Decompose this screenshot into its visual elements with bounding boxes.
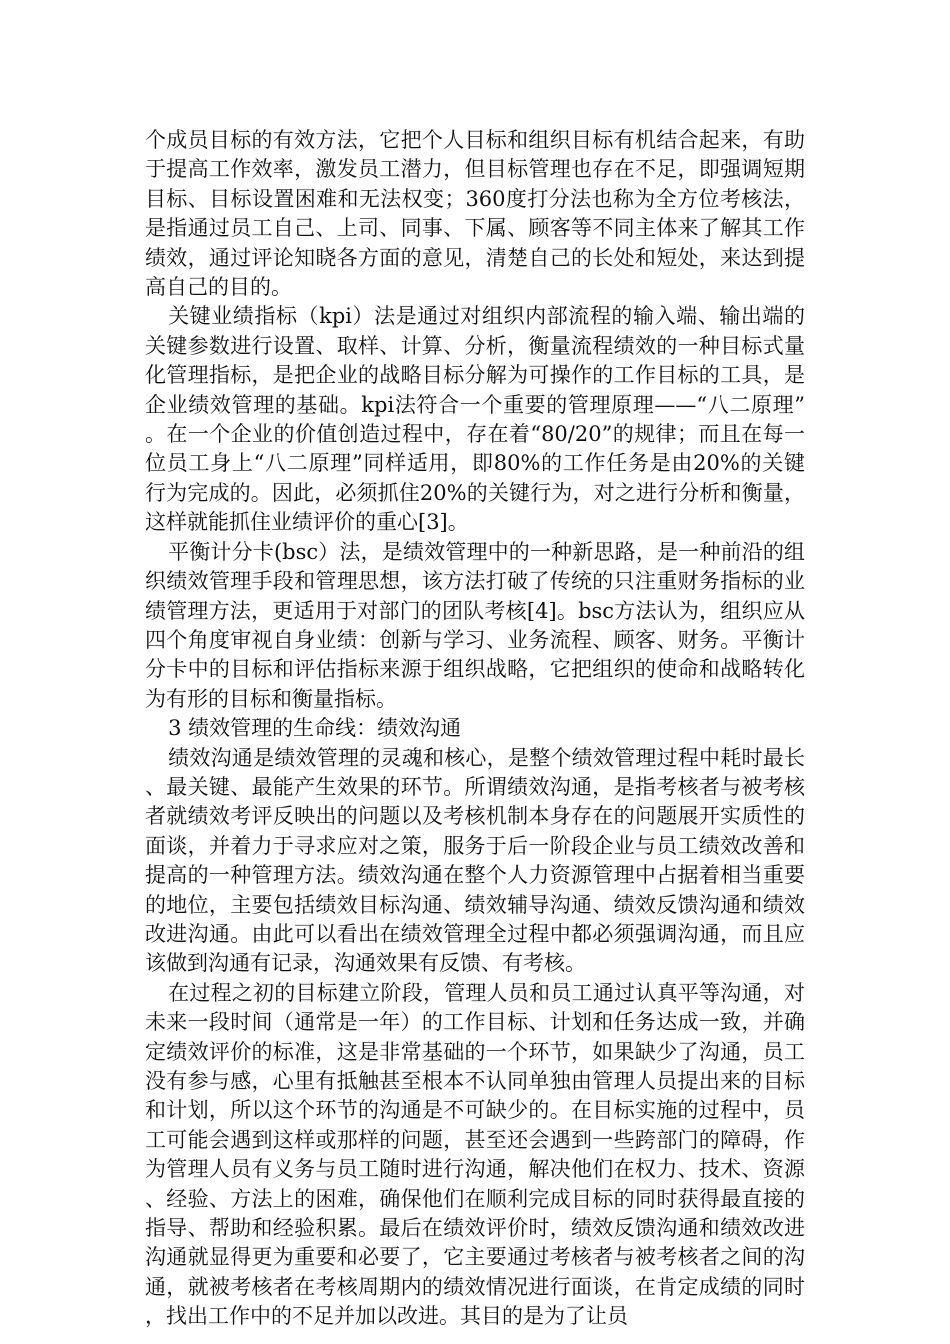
document-page	[145, 126, 805, 1332]
section-heading: 3 绩效管理的生命线：绩效沟通	[168, 716, 462, 741]
paragraph-bsc: 平衡计分卡(bsc）法，是绩效管理中的一种新思路，是一种前沿的组织绩效管理手段和管理思想，该方法打破了传统的只注重财务指标的业绩管理方法，更适用于对部门的团队考核[4]。bsc方法认为，组织应从四个角度审视自身业绩：创新与学习、业务流程、顾客、财务。平衡计分卡中的目标和评估指标来源于组织战略，它把组织的使命和战略转化为有形的目标和衡量指标。	[145, 539, 805, 711]
paragraph-communication: 绩效沟通是绩效管理的灵魂和核心，是整个绩效管理过程中耗时最长、最关键、最能产生效果的环节。所谓绩效沟通，是指考核者与被考核者就绩效考评反映出的问题以及考核机制本身存在的问题展开实质性的面谈，并着力于寻求应对之策，服务于后一阶段企业与员工绩效改善和提高的一种管理方法。绩效沟通在整个人力资源管理中占据着相当重要的地位，主要包括绩效目标沟通、绩效辅导沟通、绩效反馈沟通和绩效改进沟通。由此可以看出在绩效管理全过程中都必须强调沟通，而且应该做到沟通有记录，沟通效果有反馈、有考核。	[145, 745, 805, 976]
paragraph-process: 在过程之初的目标建立阶段，管理人员和员工通过认真平等沟通，对未来一段时间（通常是一年）的工作目标、计划和任务达成一致，并确定绩效评价的标准，这是非常基础的一个环节，如果缺少了沟通，员工没有参与感，心里有抵触甚至根本不认同单独由管理人员提出来的目标和计划，所以这个环节的沟通是不可缺少的。在目标实施的过程中，员工可能会遇到这样或那样的问题，甚至还会遇到一些跨部门的障碍，作为管理人员有义务与员工随时进行沟通，解决他们在权力、技术、资源、经验、方法上的困难，确保他们在顺利完成目标的同时获得最直接的指导、帮助和经验积累。最后在绩效评价时，绩效反馈沟通和绩效改进沟通就显得更为重要和必要了，它主要通过考核者与被考核者之间的沟通，就被考核者在考核周期内的绩效情况进行面谈，在肯定成绩的同时，找出工作中的不足并加以改进。其目的是为了让员	[145, 980, 805, 1329]
paragraph-kpi: 关键业绩指标（kpi）法是通过对组织内部流程的输入端、输出端的关键参数进行设置、取样、计算、分析，衡量流程绩效的一种目标式量化管理指标，是把企业的战略目标分解为可操作的工作目标的工具，是企业绩效管理的基础。kpi法符合一个重要的管理原理——“八二原理”。在一个企业的价值创造过程中，存在着“80/20”的规律；而且在每一位员工身上“八二原理”同样适用，即80%的工作任务是由20%的关键行为完成的。因此，必须抓住20%的关键行为，对之进行分析和衡量，这样就能抓住业绩评价的重心[3]。	[145, 304, 805, 535]
paragraph-intro: 个成员目标的有效方法，它把个人目标和组织目标有机结合起来，有助于提高工作效率，激发员工潜力，但目标管理也存在不足，即强调短期目标、目标设置困难和无法权变；360度打分法也称为全方位考核法，是指通过员工自己、上司、同事、下属、顾客等不同主体来了解其工作绩效，通过评论知晓各方面的意见，清楚自己的长处和短处，来达到提高自己的目的。	[145, 128, 805, 300]
